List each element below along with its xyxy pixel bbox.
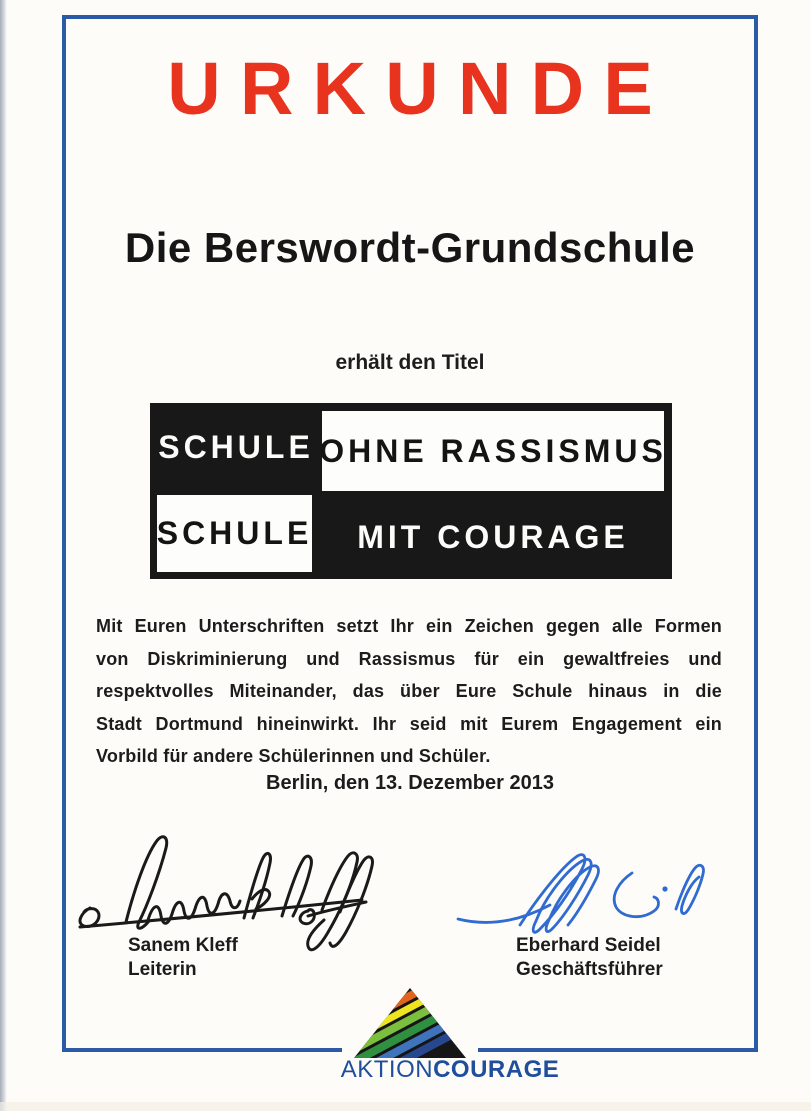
logo-cell-ohne-rassismus: OHNE RASSISMUS [322, 411, 664, 491]
eberhard-seidel-signature [450, 845, 708, 945]
body-line: Vorbild für andere Schülerinnen und Schüler. [96, 746, 491, 766]
schule-ohne-rassismus-logo [150, 403, 672, 579]
certificate-title: URKUNDE [167, 47, 672, 130]
aktion-courage-wordmark [102, 1056, 798, 1084]
signer-role: Geschäftsführer [516, 959, 663, 980]
body-line: von Diskriminierung und Rassismus für ein gewaltfreies und [96, 648, 722, 669]
aktion-courage-triangle-icon [354, 988, 466, 1058]
date-line: Berlin, den 13. Dezember 2013 [266, 772, 554, 794]
body-line: respektvolles Miteinander, das über Eure Schule hinaus in die [96, 681, 722, 701]
body-paragraph [96, 610, 722, 773]
scan-bottom-shadow [0, 1102, 811, 1111]
scan-edge-shadow [0, 0, 7, 1111]
body-line: Mit Euren Unterschriften setzt Ihr ein Zeichen gegen alle Formen [96, 616, 722, 636]
wordmark-aktion: AKTION [340, 1056, 434, 1083]
wordmark-courage: COURAGE [433, 1056, 560, 1083]
signer-block-left [128, 934, 238, 982]
signer-role: Leiterin [128, 959, 197, 980]
signer-name: Eberhard Seidel [516, 935, 661, 956]
sanem-kleff-signature [68, 820, 368, 946]
signer-name: Sanem Kleff [128, 935, 238, 956]
logo-cell-schule-top: SCHULE [158, 429, 314, 465]
subtitle-text: erhält den Titel [335, 351, 485, 374]
body-line: Stadt Dortmund hineinwirkt. Ihr seid mit Eurem Engagement ein [96, 713, 722, 734]
recipient-name: Die Berswordt-Grundschule [124, 224, 696, 271]
signer-block-right [516, 934, 663, 982]
logo-cell-mit-courage: MIT COURAGE [357, 518, 629, 555]
logo-cell-schule-bottom: SCHULE [157, 495, 312, 572]
